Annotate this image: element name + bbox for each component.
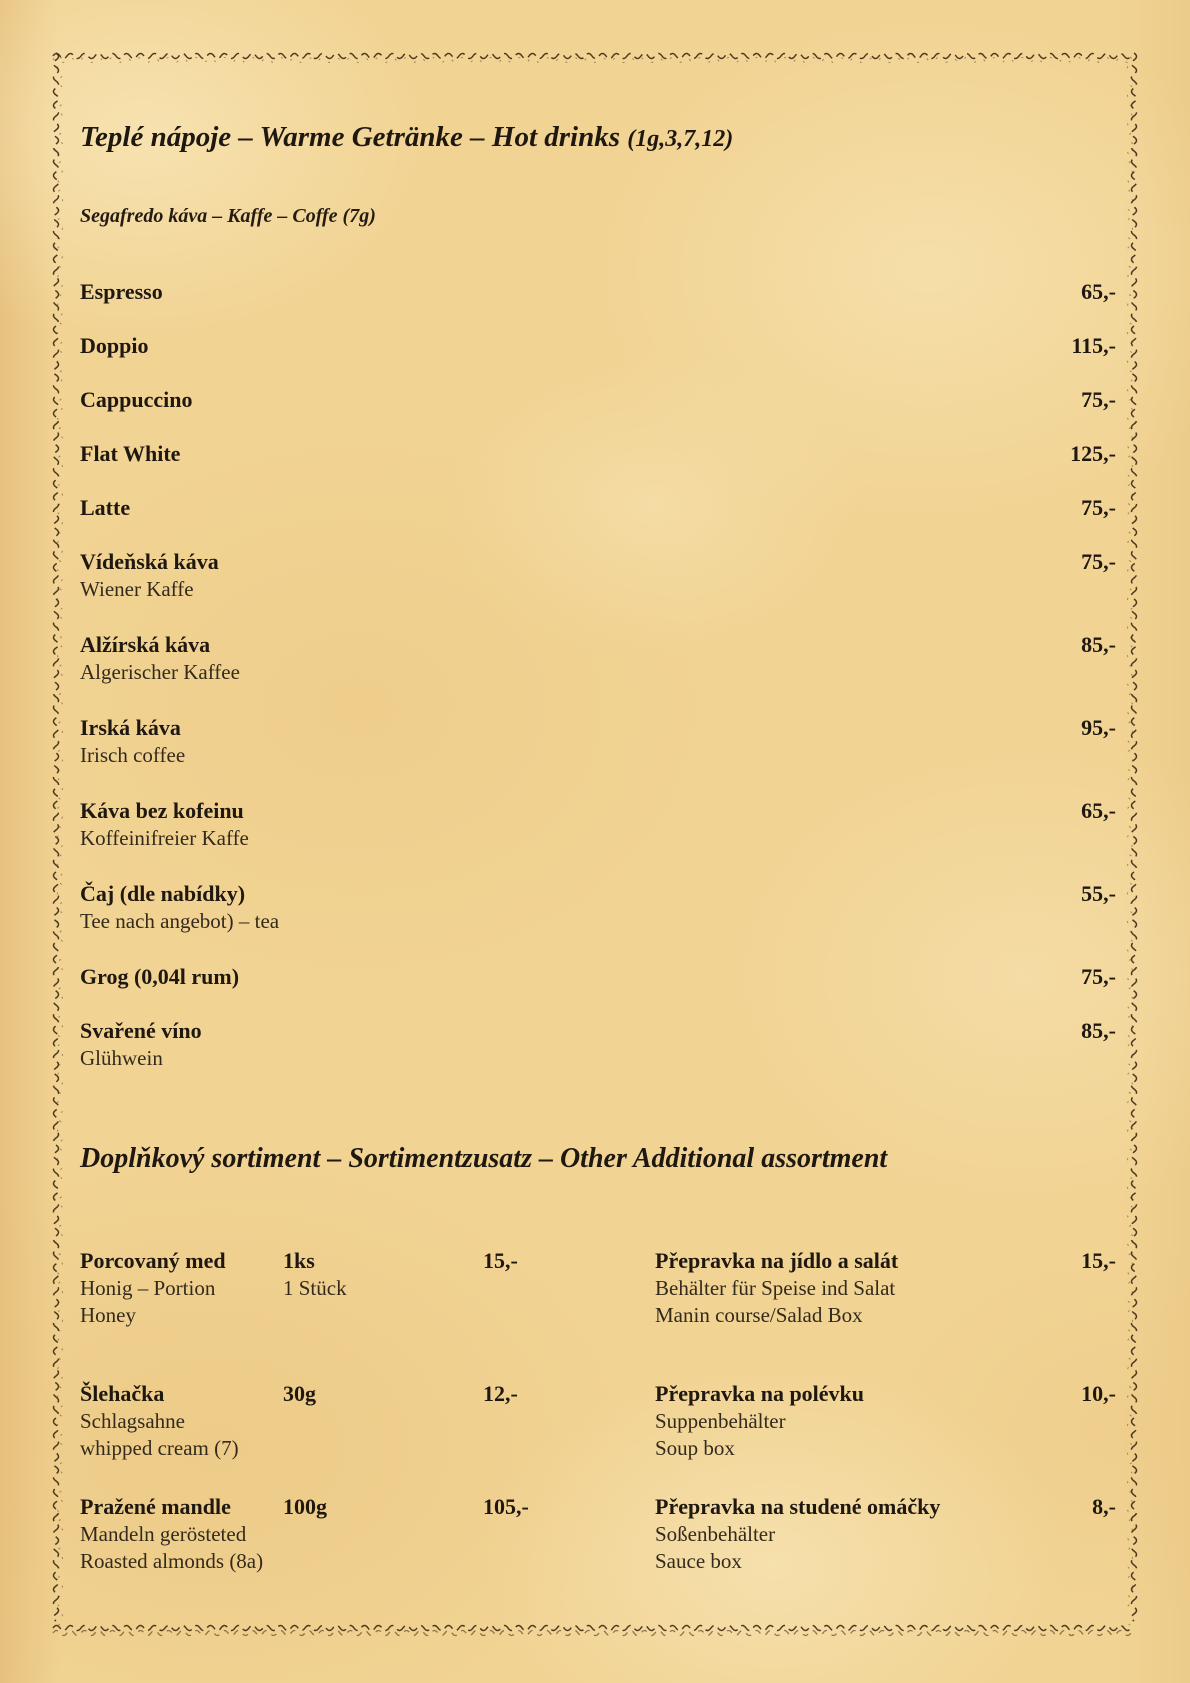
menu-item-row: [80, 494, 1116, 522]
assortment-line-main: 1ks: [283, 1248, 315, 1273]
menu-item-row: [80, 548, 1116, 603]
item-labels: [80, 714, 185, 769]
assortment-item-price: 105,-: [483, 1494, 529, 1519]
assortment-line-translation: Honig – Portion: [80, 1276, 216, 1300]
assortment-line-main: 100g: [283, 1494, 327, 1519]
item-price: 55,-: [1081, 881, 1116, 906]
allergen-codes: (1g,3,7,12): [627, 126, 734, 152]
item-translation: Koffeinifreier Kaffe: [80, 826, 249, 850]
item-labels: [80, 1017, 202, 1072]
border-line: [53, 1631, 1131, 1636]
assortment-row: [80, 1493, 1116, 1575]
assortment-line-translation: Soßenbehälter: [655, 1522, 776, 1546]
assortment-item-name: [80, 1380, 283, 1462]
assortment-line-translation: Mandeln gerösteted: [80, 1522, 247, 1546]
assortment-heading: Doplňkový sortiment – Sortimentzusatz – Other Additional assortment: [80, 1143, 888, 1174]
assortment-line-main: Šlehačka: [80, 1381, 165, 1406]
assortment-table: [80, 1247, 1116, 1575]
column-spacer: [575, 1493, 655, 1575]
assortment-item-qty: [283, 1380, 483, 1462]
section-subtitle: Segafredo káva – Kaffe – Coffe (7g): [80, 205, 376, 227]
menu-item-row: [80, 386, 1116, 414]
assortment-item-name: [80, 1493, 283, 1575]
assortment-line-main: Pražené mandle: [80, 1494, 231, 1519]
border-line: [1128, 57, 1133, 1625]
item-price: 85,-: [1081, 632, 1116, 657]
assortment-line-translation: 1 Stück: [283, 1276, 347, 1300]
page-title: [80, 118, 1116, 158]
item-price: 75,-: [1081, 387, 1116, 412]
assortment-line-translation: Schlagsahne: [80, 1409, 185, 1433]
assortment-line-translation: Behälter für Speise ind Salat: [655, 1276, 896, 1300]
item-name: Doppio: [80, 333, 149, 358]
item-name: Irská káva: [80, 715, 181, 740]
assortment-line-main: Přepravka na polévku: [655, 1381, 865, 1406]
assortment-line-translation: Sauce box: [655, 1549, 742, 1573]
item-labels: [80, 631, 240, 686]
item-price: 75,-: [1081, 549, 1116, 574]
drinks-list: [80, 278, 1116, 1072]
assortment-item-name: [655, 1247, 1081, 1329]
item-labels: [80, 963, 239, 991]
assortment-item-name: [655, 1493, 1092, 1575]
item-price: 115,-: [1071, 333, 1116, 358]
item-translation: Tee nach angebot) – tea: [80, 909, 280, 933]
menu-item-row: [80, 278, 1116, 306]
menu-item-row: [80, 631, 1116, 686]
assortment-line-translation: Suppenbehälter: [655, 1409, 786, 1433]
assortment-item-price: 15,-: [1081, 1248, 1116, 1273]
item-name: Grog (0,04l rum): [80, 964, 240, 989]
item-price: 75,-: [1081, 495, 1116, 520]
item-price: 85,-: [1081, 1018, 1116, 1043]
menu-item-row: [80, 714, 1116, 769]
assortment-line-main: 30g: [283, 1381, 316, 1406]
item-price: 65,-: [1081, 279, 1116, 304]
column-spacer: [575, 1380, 655, 1462]
assortment-item-price: 8,-: [1092, 1494, 1116, 1519]
assortment-line-main: Přepravka na studené omáčky: [655, 1494, 941, 1519]
item-labels: [80, 332, 148, 360]
item-translation: Algerischer Kaffee: [80, 660, 240, 684]
border-line: [54, 53, 59, 1621]
assortment-line-translation: Manin course/Salad Box: [655, 1303, 863, 1327]
assortment-item-qty: [283, 1493, 483, 1575]
menu-item-row: [80, 963, 1116, 991]
assortment-row: [80, 1247, 1116, 1329]
assortment-line-translation: Soup box: [655, 1436, 735, 1460]
assortment-item-qty: [283, 1247, 483, 1329]
item-name: Cappuccino: [80, 387, 193, 412]
assortment-item-name: [655, 1380, 1081, 1462]
item-labels: [80, 278, 163, 306]
menu-content: [80, 0, 1116, 1575]
menu-item-row: [80, 440, 1116, 468]
item-price: 65,-: [1081, 798, 1116, 823]
border-line: [1132, 53, 1137, 1621]
border-line: [58, 57, 63, 1625]
item-price: 95,-: [1081, 715, 1116, 740]
item-labels: [80, 494, 130, 522]
assortment-item-price: 10,-: [1081, 1381, 1116, 1406]
item-labels: [80, 880, 279, 935]
item-name: Espresso: [80, 279, 163, 304]
menu-item-row: [80, 797, 1116, 852]
assortment-line-main: Přepravka na jídlo a salát: [655, 1248, 899, 1273]
item-translation: Irisch coffee: [80, 743, 186, 767]
assortment-line-translation: Honey: [80, 1303, 136, 1327]
menu-item-row: [80, 880, 1116, 935]
assortment-item-price: 12,-: [483, 1381, 518, 1406]
item-name: Latte: [80, 495, 131, 520]
item-price: 125,-: [1070, 441, 1116, 466]
item-name: Káva bez kofeinu: [80, 798, 244, 823]
assortment-row: [80, 1380, 1116, 1462]
border-line: [53, 1626, 1131, 1631]
column-spacer: [575, 1247, 655, 1329]
item-labels: [80, 386, 192, 414]
item-price: 75,-: [1081, 964, 1116, 989]
item-name: Vídeňská káva: [80, 549, 219, 574]
item-name: Svařené víno: [80, 1018, 202, 1043]
page-title-text: Teplé nápoje – Warme Getränke – Hot drinks: [80, 121, 621, 153]
item-name: Čaj (dle nabídky): [80, 881, 246, 906]
item-translation: Glühwein: [80, 1046, 163, 1070]
item-name: Alžírská káva: [80, 632, 211, 657]
item-labels: [80, 440, 180, 468]
assortment-line-main: Porcovaný med: [80, 1248, 226, 1273]
menu-item-row: [80, 332, 1116, 360]
assortment-line-translation: Roasted almonds (8a): [80, 1549, 264, 1573]
item-name: Flat White: [80, 441, 181, 466]
item-labels: [80, 548, 219, 603]
menu-item-row: [80, 1017, 1116, 1072]
assortment-item-name: [80, 1247, 283, 1329]
item-labels: [80, 797, 249, 852]
assortment-item-price: 15,-: [483, 1248, 518, 1273]
item-translation: Wiener Kaffe: [80, 577, 194, 601]
assortment-line-translation: whipped cream (7): [80, 1436, 239, 1460]
